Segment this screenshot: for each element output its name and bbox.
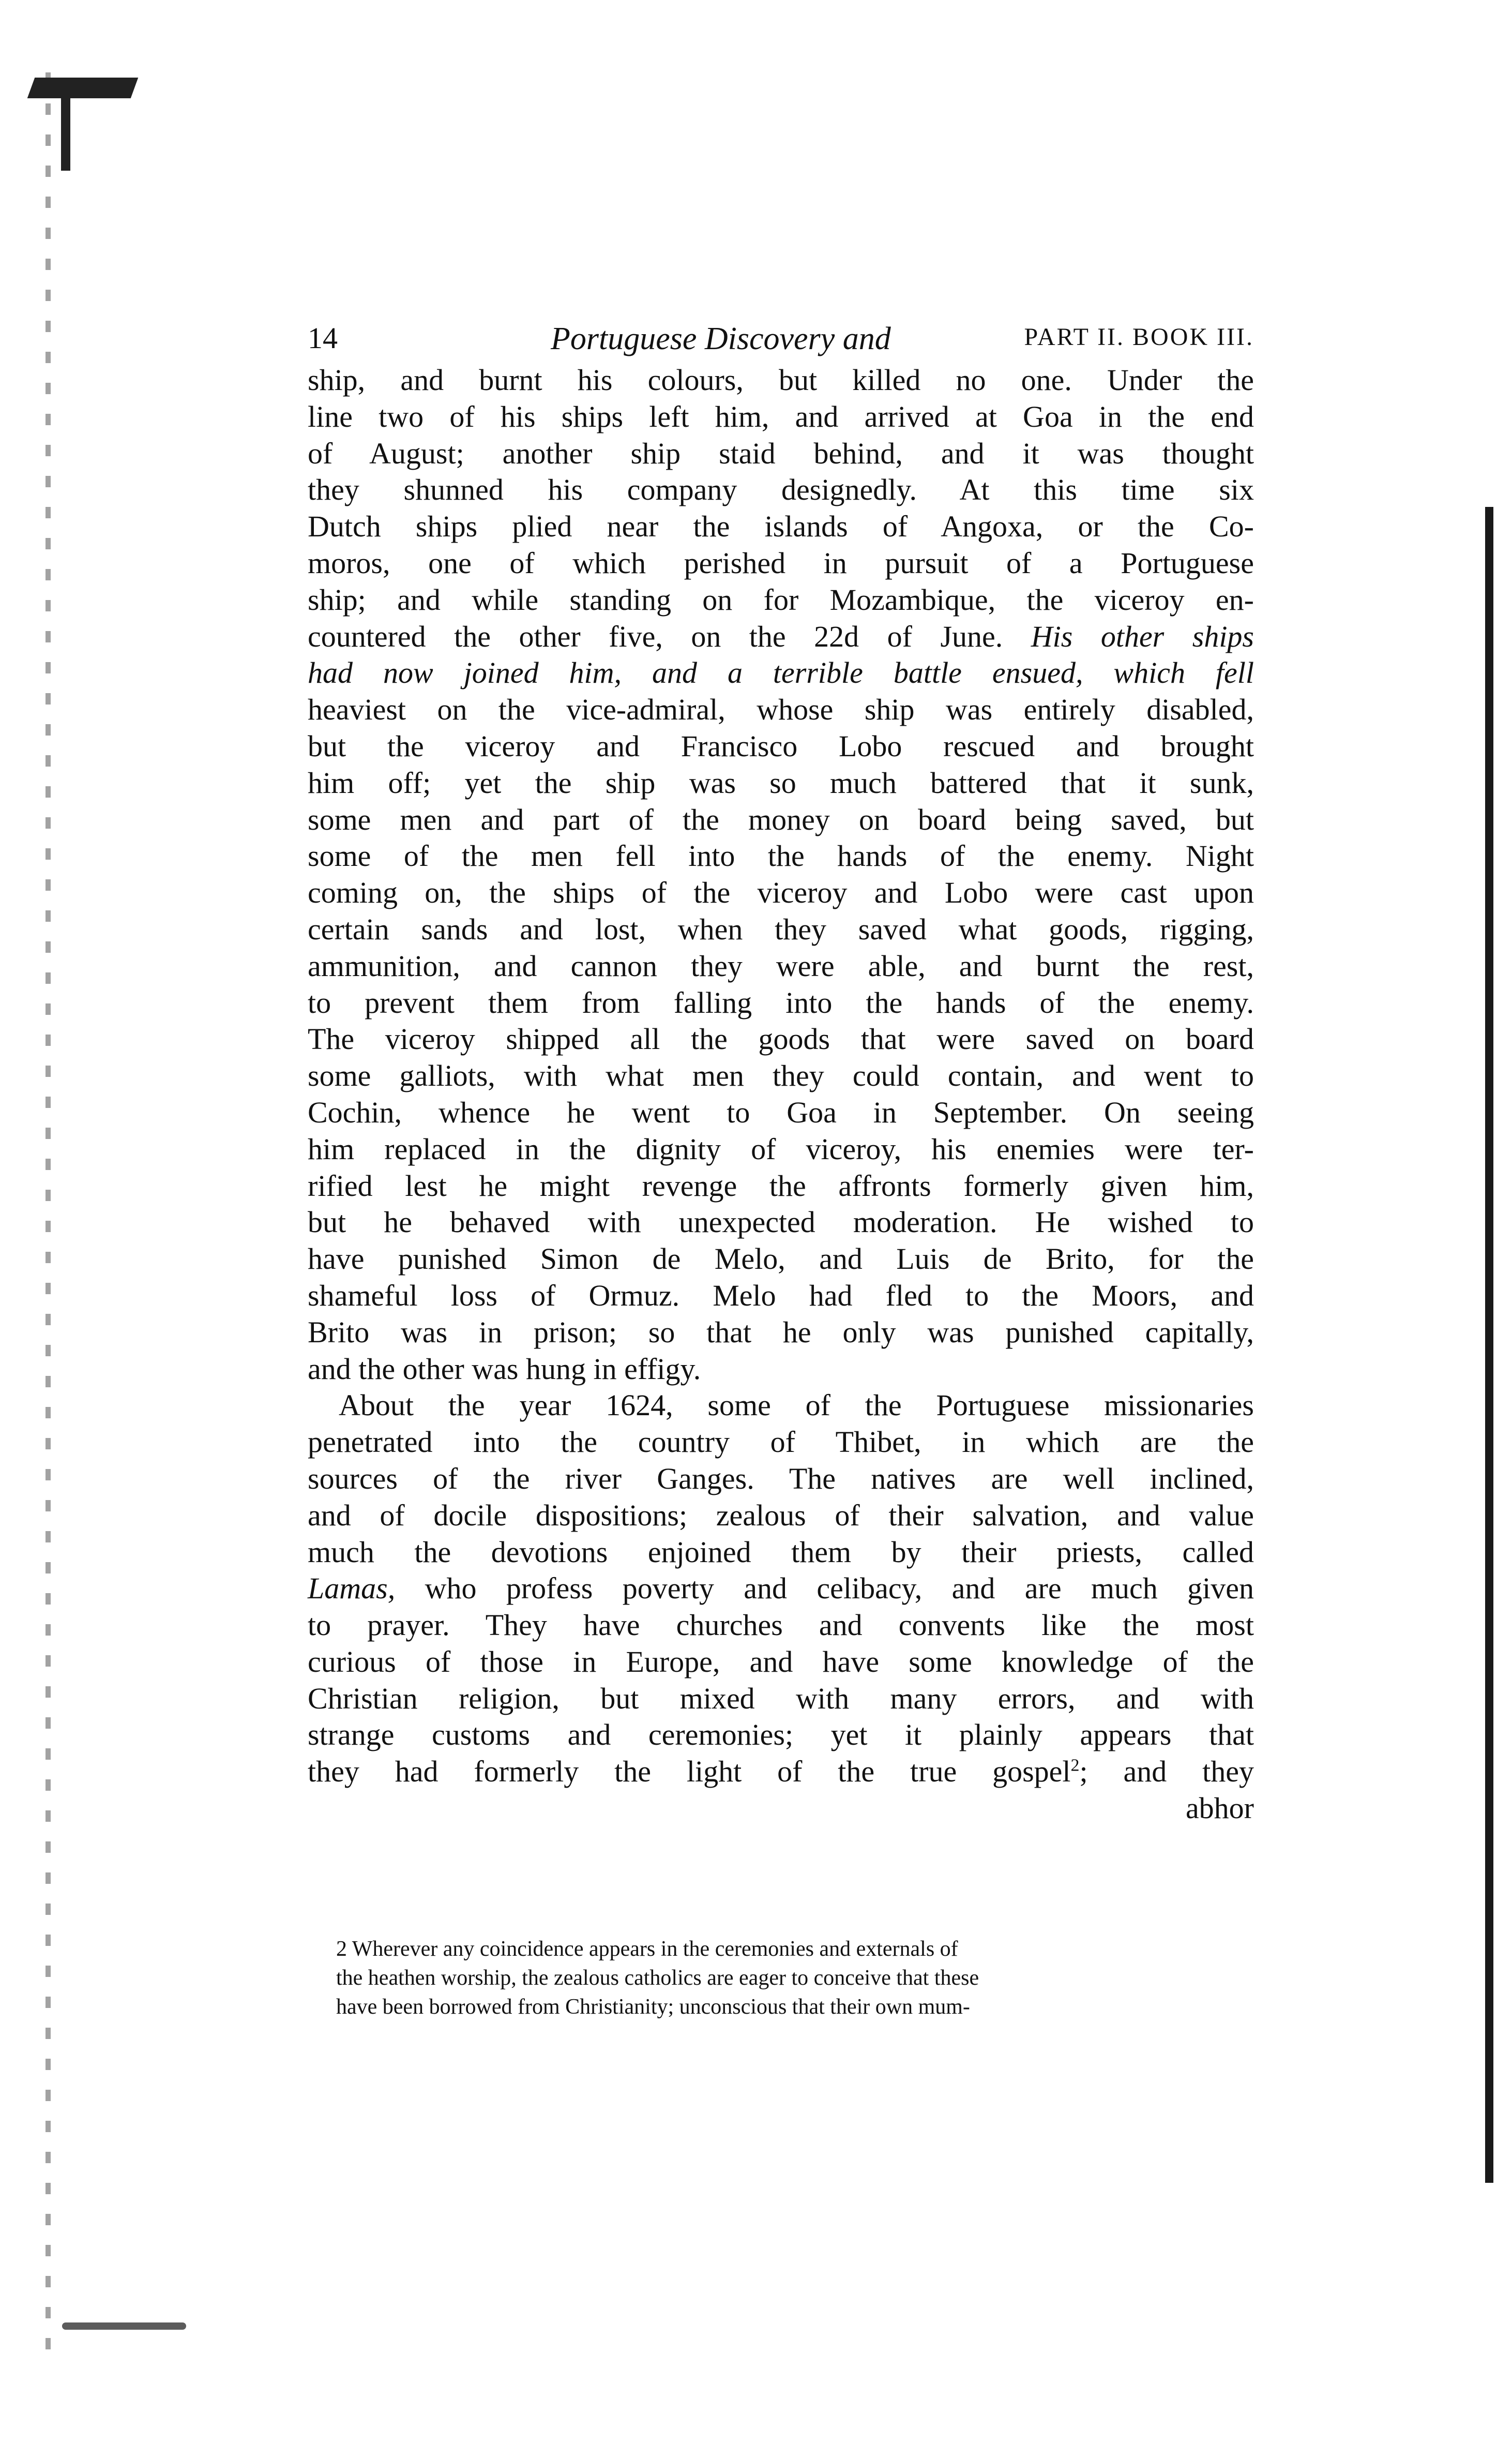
text-line: and of docile dispositions; zealous of their salvation, and value	[308, 1498, 1254, 1532]
text-line: but the viceroy and Francisco Lobo rescued and brought	[308, 729, 1254, 763]
text-segment: countered the other five, on the 22d of June.	[308, 619, 1003, 653]
text-line: him off; yet the ship was so much battered that it sunk,	[308, 766, 1254, 800]
text-line: certain sands and lost, when they saved what goods, rigging,	[308, 912, 1254, 946]
page-number: 14	[308, 321, 338, 355]
italic-phrase: Lamas,	[308, 1571, 396, 1606]
text-line: ammunition, and cannon they were able, and burnt the rest,	[308, 949, 1254, 983]
text-line: penetrated into the country of Thibet, in which are the	[308, 1425, 1254, 1459]
scan-bottom-smudge	[62, 2322, 186, 2330]
running-head	[308, 316, 1254, 362]
part-book-label: PART II. BOOK III.	[1024, 323, 1254, 351]
text-line: line two of his ships left him, and arrived at Goa in the end	[308, 399, 1254, 433]
text-line: strange customs and ceremonies; yet it plainly appears that	[308, 1718, 1254, 1752]
text-line: Cochin, whence he went to Goa in September. On seeing	[308, 1095, 1254, 1129]
footnote	[336, 1935, 1254, 2021]
text-line: Dutch ships plied near the islands of Angoxa, or the Co-	[308, 509, 1254, 544]
text-line: moros, one of which perished in pursuit of a Portuguese	[308, 546, 1254, 580]
footnote-line: the heathen worship, the zealous catholics are eager to conceive that these	[336, 1966, 979, 1990]
text-line: have punished Simon de Melo, and Luis de Brito, for the	[308, 1242, 1254, 1276]
text-line	[308, 1753, 1254, 1790]
italic-phrase: His other ships	[1031, 619, 1254, 653]
text-segment: they had formerly the light of the true gospel	[308, 1755, 1071, 1789]
text-line: sources of the river Ganges. The natives are well inclined,	[308, 1461, 1254, 1495]
footnote-reference: 2	[1070, 1756, 1080, 1775]
text-line	[308, 619, 1254, 655]
text-line: of August; another ship staid behind, and it was thought	[308, 436, 1254, 470]
text-line: him replaced in the dignity of viceroy, his enemies were ter-	[308, 1132, 1254, 1166]
text-line	[308, 1570, 1254, 1607]
text-line: some galliots, with what men they could contain, and went to	[308, 1059, 1254, 1093]
text-line: much the devotions enjoined them by their priests, called	[308, 1535, 1254, 1569]
text-line: some men and part of the money on board being saved, but	[308, 802, 1254, 836]
text-segment: ; and they	[1079, 1755, 1254, 1789]
text-line: to prayer. They have churches and convents like the most	[308, 1608, 1254, 1642]
text-line: The viceroy shipped all the goods that were saved on board	[308, 1022, 1254, 1056]
page-body	[308, 316, 1254, 1827]
scan-edge-left	[46, 72, 51, 2359]
text-line: they shunned his company designedly. At this time six	[308, 473, 1254, 507]
text-line	[308, 655, 1254, 692]
text-line: coming on, the ships of the viceroy and Lobo were cast upon	[308, 876, 1254, 910]
running-title: Portuguese Discovery and	[551, 321, 891, 356]
scan-corner-stem	[61, 78, 70, 171]
text-line: heaviest on the vice-admiral, whose ship was entirely disabled,	[308, 693, 1254, 727]
text-line: shameful loss of Ormuz. Melo had fled to the Moors, and	[308, 1278, 1254, 1312]
text-line: Christian religion, but mixed with many errors, and with	[308, 1681, 1254, 1715]
text-line: rified lest he might revenge the affronts formerly given him,	[308, 1168, 1254, 1203]
text-line: ship, and burnt his colours, but killed no one. Under the	[308, 363, 1254, 397]
text-line: to prevent them from falling into the hands of the enemy.	[308, 985, 1254, 1020]
main-text	[308, 362, 1254, 1827]
text-line: About the year 1624, some of the Portuguese missionaries	[339, 1388, 1254, 1422]
scan-edge-right	[1485, 507, 1493, 2183]
catchword: abhor	[1185, 1791, 1254, 1825]
text-line: some of the men fell into the hands of the enemy. Night	[308, 839, 1254, 873]
text-segment: who profess poverty and celibacy, and are much given	[425, 1571, 1254, 1606]
text-line: ship; and while standing on for Mozambique, the viceroy en-	[308, 582, 1254, 617]
text-line: but he behaved with unexpected moderation. He wished to	[308, 1205, 1254, 1239]
footnote-line: 2 Wherever any coincidence appears in the ceremonies and externals of	[336, 1937, 958, 1961]
text-line: and the other was hung in effigy.	[308, 1352, 701, 1386]
text-line: Brito was in prison; so that he only was punished capitally,	[308, 1315, 1254, 1349]
scan-corner-mark	[27, 78, 139, 98]
footnote-line: have been borrowed from Christianity; unconscious that their own mum-	[336, 1995, 970, 2019]
text-line: curious of those in Europe, and have some knowledge of the	[308, 1644, 1254, 1678]
text-segment: had now joined him, and a terrible battle ensued, which fell	[308, 656, 1254, 690]
